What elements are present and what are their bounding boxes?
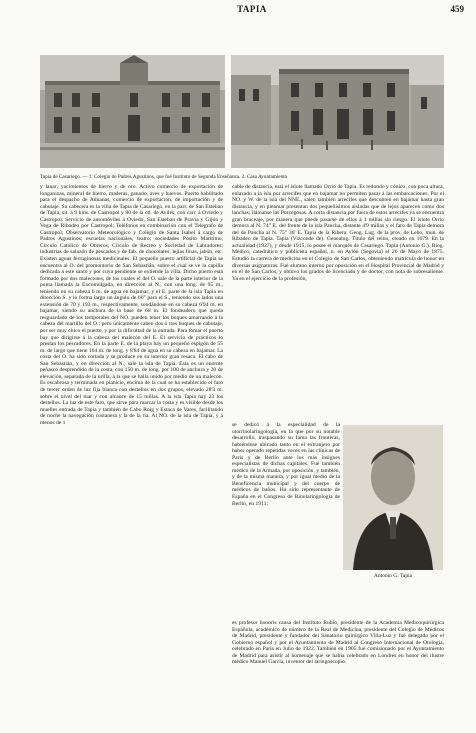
page-header	[40, 4, 464, 16]
photo-colegio-agustinos	[40, 55, 225, 168]
page-title: TAPIA	[237, 4, 267, 14]
figure-caption: Tapia de Casariego. — 1. Colegio de Padres Agustinos, que fué Instituto de Segunda Enseñanza. 2. Casa Ayuntamiento	[40, 174, 288, 180]
right-column-bottom-text: es profesor honoris causa del Instituto Rubio, presidente de la Academia Medicoquirúrgica Española, académico de número de la Real de Medicina, presidente del Colegio de Médicos de Madrid, presidente y fundador del Sanatorio quirúrgico Villa-Luz y fué delegado por el Gobierno español y por el Ayuntamiento de Madrid al Congreso Internacional de Otología, celebrado en París en Julio de 1922. También en 1905 fué comisionado por el Ayuntamiento de Madrid para asistir al homenaje que se había celebrado en Londres en honor del ilustre médico Manuel García, inventor del laringoscopio.	[232, 620, 444, 666]
photo-casa-ayuntamiento	[231, 55, 444, 168]
colegio-building-image	[40, 55, 225, 168]
right-text-column-top	[232, 184, 444, 422]
right-column-mid-text: se dedicó á la especialidad de la otorrinolaringología, en la que por su notable desarrollo, traspasando su fama las fronteras, habiéndose ubicado tanto en el extranjero por haber operado repetidas veces en las clínicas de París y de Berlín ante los más insignes especialistas de dichas capitales. Fué también médico de la Armada, por oposición, y también, y de la misma manera, y por igual medio de la Beneficencia municipal y del cuerpo de médicos de baños. Ha sido representante de España en el Congreso de Rinolaringología de Berlín, en 1911;	[232, 422, 340, 507]
right-text-column-bottom	[232, 620, 444, 720]
left-column-text: y lanar; yacimientos de hierro y de oro. Activo comercio de exportación de longanizas, mineral de hierro, maderas, ganado, aves y huevos. Puerto habilitado para el despacho de Aduanas, comercio de exportación, de importación y de cabotaje. Su cabecera es la villa de Tapia de Casariego, en la parr. de San Esteban de Tapia, sit. á 9 kms. de Castropol y 80 de la ctl. de Avilés, con carr. á Oviedo y Castropol. Servicio de automóviles á Oviedo, San Esteban de Pravia y Gijón y Vega de Ribadeo por Castropol; Teléfonos en combinación con el Telégrafo de Castropol; Observatorio Meteorológico y Colegio de Santa Isabel á cargo de Padres Agustinos; escuelas nacionales, teatro; sociedades Pósito Marítimo, Círculo Católico de Obreros, Círculo de Recreo y Sociedad de Labradores; industrias de salazón de pescados y de fab. de chocolates, lejías finas, jabón, etc. Existen aguas ferruginosas medicinales. El pequeño puerto artificial de Tapia se encuentra al O. del promontorio de San Sebastián, sobre el cual se ve la capilla dedicada á este santo y por cuya pendiente se extiende la villa. Dicho puerto está formado por dos malecones, de los cuales el del O. sale de la parte interior de la punta llamada la Excomulgada, en dirección al N., con una long. de 95 m., teniendo en su cabeza 6 m. de agua en bajamar; y el E. parte de la isla Tapia en dirección S. y lo forma largo un ángulo de 66° para el S., teniendo sus lados una extensión de 70 y 193 m., respectivamente, sondándose en su cabeza 6'94 m. en bajamar, siendo su anchura de la base de 68 m. El fondeadero que queda resguardado de los temporales del NO. pueden tener los buques amarrando á la cabeza del martillo del O.; pero únicamente caben dos ó tres buques de cabotaje, por ser muy chico el puerto, y por la dificultad de la entrada. Para tomar el puerto hay que dirigirse á la cabeza del malecón del E. El servicio de prácticos lo prestan los pescadores. En la parte E. de la playa hay un pequeño espigón de 55 m. de largo que tiene 164 m. de long. y 8'84 de agua en su cabeza en bajamar. La costa del O. ha sido cortada y se produce en su interior gran resaca. El cabo de San Sebastián, y en dirección al N., sale la isla de Tapia. Esta es un enorme peñasco desprendido de la costa, con 150 m. de long. por 100 de anchura y 20 de elevación, separada de la orilla, á la que se halla unido por medio de un malecón. Es escabrosa y terminada en planicie, encima de la cual se ha establecido el faro de tercer orden de luz fija blanca con destellos en dos grupos, elevado 28'3 m. sobre el nivel del mar y con alcance de 15 millas. A la isla Tapia hay 23 los destellos. La luz de este faro, que sirve para marcar la costa y es visible desde los muelles entrada de Tapia y también de Cabo Roig y Estaca de Vares, facilitando de noche la navegación costanera y la de la ría. Al NO. de la isla de Tapia, y á menos de 1	[40, 184, 223, 426]
portrait-image	[343, 425, 443, 570]
right-column-top-text: cable de distancia, está el islote llamado Orrio de Tapia. Es redondo y cónico, con poca altura, enlazado a la isla por arrecifes que en bajamar no permiten pasar á las embarcaciones. Por el NO. y W. de la isla del NNE., salen también arrecifes que descubren en bajamar hasta gran distancia, y en pleamar presentan dos pequeñísimos aisladas que de lejos aparecen como dos lanchas; llámanse las Porcegosas. A corta distancia por fuera de estos arrecifes ya se encuentra gran braceaje, por manera que puede pasarse de ellos á 1 millas sin riesgo. El islote Orrio demora al N. 74° E. del frente de la isla Pancha, distante 4'9 millas y el faro de Tapia demora del de Pancha al N. 75° 36' E. Tapia de la Ribera. Geog. Lug. de la prov. de Lebo, mun. de Ribadeo de Tapia. Tapia (Vizconde de). Genealog. Título del reino, creado en 1679. En la actualidad (1927), y desde 1915, lo posee el marqués de Casariego. Tapia (Antonio G.). Biog. Médico, catedrático y publicista español, n. en Aylón (Segovia) el 26 de Mayo de 1875. Estudió la carrera de medicina en el Colegio de San Carlos, obteniendo matrícula de honor en diversas asignaturas. Fué alumno interno por oposición en el Hospital Provincial de Madrid y en el de San Carlos, y obtuvo los grados de licenciado y de doctor, con nota de sobresaliente. Ya en el ejercicio de la profesión,	[232, 184, 444, 282]
portrait-photo	[343, 425, 443, 570]
ayuntamiento-building-image	[231, 55, 444, 168]
page-number: 459	[450, 4, 464, 14]
left-text-column	[40, 184, 223, 720]
portrait-caption: Antonio G. Tapia	[373, 573, 413, 579]
